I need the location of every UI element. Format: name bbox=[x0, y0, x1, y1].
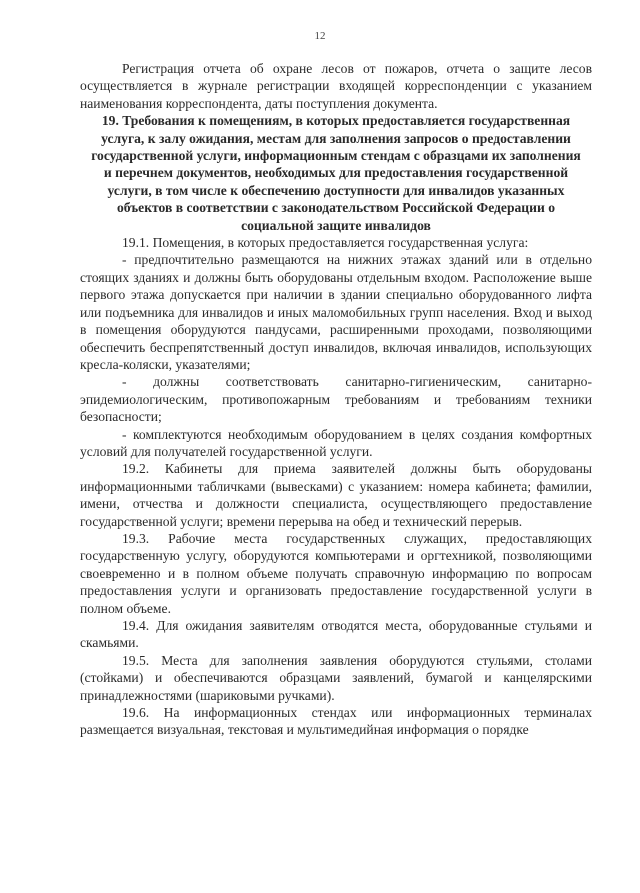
paragraph-sanitary: - должны соответствовать санитарно-гигиеническим, санитарно-эпидемиологическим, противопожарным требованиям и требованиям техники безопасности; bbox=[80, 374, 592, 425]
paragraph-equipment: - комплектуются необходимым оборудованием в целях создания комфортных условий для получателей государственной услуги. bbox=[80, 426, 592, 459]
paragraph-19-3: 19.3. Рабочие места государственных служащих, предоставляющих государственную услугу, оборудуются компьютерами и оргтехникой, позволяющими своевременно и в полном объеме получать справочную информацию по вопросам предоставления услуги и организовать предоставление государственной услуги в полном объеме. bbox=[80, 530, 592, 616]
paragraph-location: - предпочтительно размещаются на нижних этажах зданий или в отдельно стоящих зданиях и должны быть оборудованы отдельным входом. Расположение выше первого этажа допускается при наличии в здании специально оборудованного лифта или подъемника для инвалидов и иных маломобильных групп населения. Вход и выход в помещения оборудуются пандусами, расширенными проходами, позволяющими обеспечить беспрепятственный доступ инвалидов, включая инвалидов, использующих кресла-коляски, указателями; bbox=[80, 252, 592, 372]
paragraph-19-6: 19.6. На информационных стендах или информационных терминалах размещается визуальная, текстовая и мультимедийная информация о порядке bbox=[80, 705, 592, 738]
paragraph-19-1: 19.1. Помещения, в которых предоставляется государственная услуга: bbox=[122, 235, 529, 251]
section-heading: 19. Требования к помещениям, в которых предоставляется государственная услуга, к залу ожидания, местам для заполнения запросов о предоставлении государственной услуги, информационным стендам с образцами их заполнения и перечнем документов, необходимых для предоставления государственной услуги, в том числе к обеспечению доступности для инвалидов указанных объектов в соответствии с законодательством Российской Федерации о социальной защите инвалидов bbox=[91, 113, 581, 233]
paragraph-19-5: 19.5. Места для заполнения заявления оборудуются стульями, столами (стойками) и обеспечиваются образцами заявлений, бумагой и канцелярскими принадлежностями (шариковыми ручками). bbox=[80, 652, 592, 703]
page-number: 12 bbox=[314, 30, 326, 42]
paragraph-19-4: 19.4. Для ожидания заявителям отводятся места, оборудованные стульями и скамьями. bbox=[80, 618, 592, 651]
intro-paragraph: Регистрация отчета об охране лесов от пожаров, отчета о защите лесов осуществляется в журнале регистрации входящей корреспонденции с указанием наименования корреспондента, даты поступления документа. bbox=[80, 61, 592, 111]
document-body bbox=[80, 60, 592, 739]
paragraph-19-2: 19.2. Кабинеты для приема заявителей должны быть оборудованы информационными табличками (вывесками) с указанием: номера кабинета; фамилии, имени, отчества и должности специалиста, осуществляющего предоставление государственной услуги; времени перерыва на обед и технический перерыв. bbox=[80, 461, 592, 529]
